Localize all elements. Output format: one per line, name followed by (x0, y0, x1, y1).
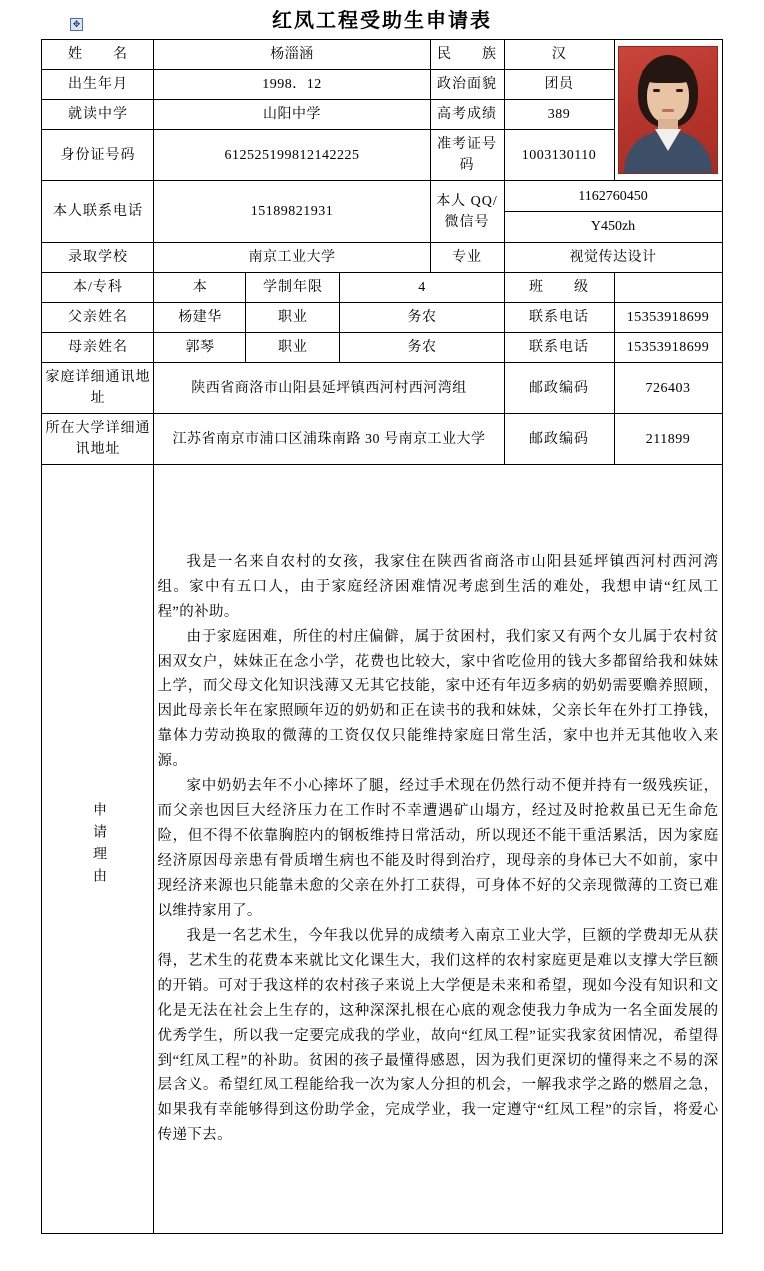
father-name-label: 父亲姓名 (42, 303, 154, 333)
table-row (42, 414, 722, 465)
mother-job-label: 职业 (246, 333, 340, 363)
class-value[interactable] (614, 273, 722, 303)
home-zip-label: 邮政编码 (504, 363, 614, 414)
table-row (42, 40, 722, 70)
class-label: 班 级 (504, 273, 614, 303)
applicant-photo-cell (614, 40, 722, 181)
exam-score-value[interactable]: 389 (504, 100, 614, 130)
home-zip-value[interactable]: 726403 (614, 363, 722, 414)
id-number-label: 身份证号码 (42, 130, 154, 181)
reason-paragraph-1: 我是一名来自农村的女孩，我家住在陕西省商洛市山阳县延坪镇西河村西河湾组。家中有五口人，由于家庭经济困难情况考虑到生活的难处，我想申请“红凤工程”的补助。 (157, 553, 719, 620)
wechat-id-value[interactable]: Y450zh (590, 219, 636, 234)
table-row (42, 273, 722, 303)
mother-name-label: 母亲姓名 (42, 333, 154, 363)
page-title: 红凤工程受助生申请表 (272, 10, 492, 32)
qq-number-value[interactable]: 1162760450 (505, 182, 722, 212)
table-row (42, 363, 722, 414)
table-row (42, 243, 722, 273)
exam-score-label: 高考成绩 (430, 100, 504, 130)
birth-date-value[interactable]: 1998．12 (154, 70, 430, 100)
major-label: 专业 (430, 243, 504, 273)
ethnicity-value[interactable]: 汉 (504, 40, 614, 70)
personal-phone-label: 本人联系电话 (42, 181, 154, 243)
home-address-label: 家庭详细通讯地址 (42, 363, 154, 414)
father-job-value[interactable]: 务农 (340, 303, 504, 333)
table-row (42, 333, 722, 363)
application-reason-body[interactable] (154, 465, 722, 1234)
middle-school-value[interactable]: 山阳中学 (154, 100, 430, 130)
table-row (42, 465, 722, 1234)
major-value[interactable]: 视觉传达设计 (504, 243, 722, 273)
avatar (618, 46, 718, 174)
application-reason-label-text: 申请理由 (90, 801, 106, 890)
father-job-label: 职业 (246, 303, 340, 333)
table-row (42, 181, 722, 243)
degree-type-value[interactable]: 本 (154, 273, 246, 303)
university-address-label: 所在大学详细通讯地址 (42, 414, 154, 465)
father-name-value[interactable]: 杨建华 (154, 303, 246, 333)
name-value[interactable]: 杨淄涵 (154, 40, 430, 70)
move-handle-icon[interactable]: ✥ (70, 18, 83, 31)
reason-paragraph-4: 我是一名艺术生，今年我以优异的成绩考入南京工业大学，巨额的学费却无从获得，艺术生的花费本来就比文化课生大，我们这样的农村家庭更是难以支撑大学巨额的开销。可对于我这样的农村孩子来说上大学便是未来和希望，现如今没有知识和文化是无法在社会上生存的，这种深深扎根在心底的观念使我力争成为一名全面发展的优秀学生，所以我一定要完成我的学业，故向“红凤工程”证实我家贫困情况，希望得到“红凤工程”的补助。贫困的孩子最懂得感恩，因为我们更深切的懂得来之不易的深层含义。希望红凤工程能给我一次为家人分担的机会，一解我求学之路的燃眉之急，如果我有幸能够得到这份助学金，完成学业，我一定遵守“红凤工程”的宗旨，将爱心传递下去。 (157, 927, 719, 1144)
application-reason-label (42, 465, 154, 1234)
reason-paragraph-2: 由于家庭困难，所住的村庄偏僻，属于贫困村，我们家又有两个女儿属于农村贫困双女户，妹妹正在念小学，花费也比较大，家中省吃俭用的钱大多都留给我和妹妹上学，而父母文化知识浅薄又无其它技能，家中还有年迈多病的奶奶需要赡养照顾，因此母亲长年在家照顾年迈的奶奶和正在读书的我和妹妹，父亲长年在外打工挣钱，靠体力劳动换取的微薄的工资仅仅只能维持家庭日常生活，家中也并无其他收入来源。 (157, 628, 719, 770)
qq-wechat-values (504, 181, 722, 243)
middle-school-label: 就读中学 (42, 100, 154, 130)
exam-number-label: 准考证号码 (430, 130, 504, 181)
father-phone-value[interactable]: 15353918699 (614, 303, 722, 333)
birth-date-label: 出生年月 (42, 70, 154, 100)
university-label: 录取学校 (42, 243, 154, 273)
home-address-value[interactable]: 陕西省商洛市山阳县延坪镇西河村西河湾组 (154, 363, 504, 414)
exam-number-value[interactable]: 1003130110 (504, 130, 614, 181)
personal-phone-value[interactable]: 15189821931 (154, 181, 430, 243)
mother-job-value[interactable]: 务农 (340, 333, 504, 363)
university-value[interactable]: 南京工业大学 (154, 243, 430, 273)
qq-wechat-label: 本人 QQ/微信号 (430, 181, 504, 243)
political-status-label: 政治面貌 (430, 70, 504, 100)
university-zip-value[interactable]: 211899 (614, 414, 722, 465)
university-address-value[interactable]: 江苏省南京市浦口区浦珠南路 30 号南京工业大学 (154, 414, 504, 465)
name-label: 姓 名 (42, 40, 154, 70)
table-row (42, 303, 722, 333)
degree-type-label: 本/专科 (42, 273, 154, 303)
reason-paragraph-3: 家中奶奶去年不小心摔坏了腿，经过手术现在仍然行动不便并持有一级残疾证，而父亲也因巨大经济压力在工作时不幸遭遇矿山塌方，经过及时抢救虽已无生命危险，但不得不依靠胸腔内的钢板维持日常活动，所以现还不能干重活累活，因为家庭经济原因母亲患有骨质增生病也不能及时得到治疗，现母亲的身体已大不如前，家中现经济来源也只能靠未愈的父亲在外打工获得，可身体不好的父亲现微薄的工资已难以维持家用了。 (157, 778, 719, 919)
mother-phone-label: 联系电话 (504, 333, 614, 363)
father-phone-label: 联系电话 (504, 303, 614, 333)
ethnicity-label: 民 族 (430, 40, 504, 70)
id-number-value[interactable]: 612525199812142225 (154, 130, 430, 181)
study-years-label: 学制年限 (246, 273, 340, 303)
application-form-table (41, 39, 722, 1234)
study-years-value[interactable]: 4 (340, 273, 504, 303)
political-status-value[interactable]: 团员 (504, 70, 614, 100)
mother-phone-value[interactable]: 15353918699 (614, 333, 722, 363)
university-zip-label: 邮政编码 (504, 414, 614, 465)
mother-name-value[interactable]: 郭琴 (154, 333, 246, 363)
